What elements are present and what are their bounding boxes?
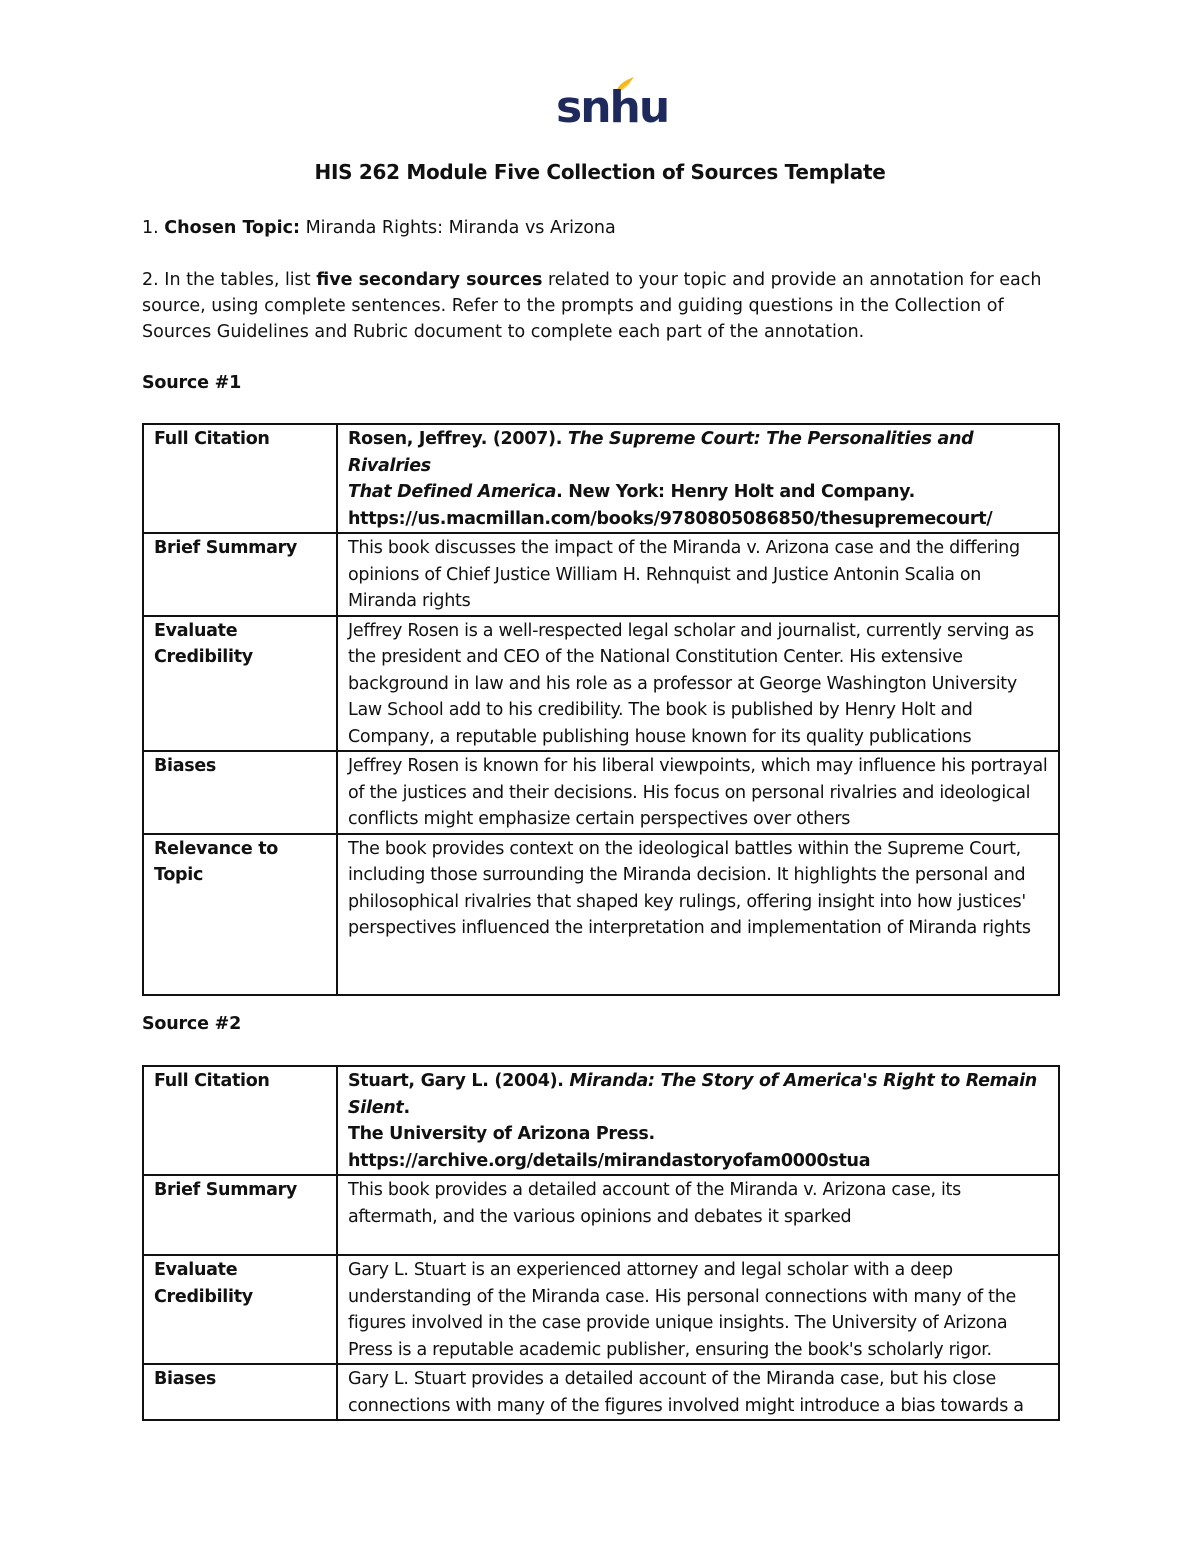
table-row <box>143 1066 1059 1175</box>
table-row <box>143 1364 1059 1420</box>
full-citation-label: Full Citation <box>143 1066 337 1175</box>
instructions-emphasis: five secondary sources <box>316 270 543 290</box>
credibility-value: Jeffrey Rosen is a well-respected legal scholar and journalist, currently serving as the president and CEO of the National Constitution Center. His extensive background in law and his role as a professor at George Washington University Law School add to his credibility. The book is published by Henry Holt and Company, a reputable publishing house known for its quality publications <box>337 616 1059 752</box>
brief-summary-value: This book discusses the impact of the Miranda v. Arizona case and the differing opinions of Chief Justice William H. Rehnquist and Justice Antonin Scalia on Miranda rights <box>337 533 1059 616</box>
biases-label: Biases <box>143 1364 337 1420</box>
logo-text: snhu <box>556 82 669 133</box>
brief-summary-label: Brief Summary <box>143 533 337 616</box>
page-title: HIS 262 Module Five Collection of Sources Template <box>314 160 886 184</box>
relevance-label: Relevance to Topic <box>143 834 337 995</box>
instructions-line-1: 2. In the tables, list five secondary sources related to your topic and provide an annotation for each <box>142 270 1042 290</box>
full-citation-value: Rosen, Jeffrey. (2007). The Supreme Court: The Personalities and Rivalries That Defined America. New York: Henry Holt and Company. https://us.macmillan.com/books/9780805086850/thesupremecourt/ <box>337 424 1059 533</box>
snhu-logo <box>556 74 669 133</box>
source-1-heading: Source #1 <box>142 373 242 393</box>
topic-number: 1. <box>142 218 159 238</box>
table-row <box>143 834 1059 995</box>
credibility-value: Gary L. Stuart is an experienced attorney and legal scholar with a deep understanding of the Miranda case. His personal connections with many of the figures involved in the case provide unique insights. The University of Arizona Press is a reputable academic publisher, ensuring the book's scholarly rigor. <box>337 1255 1059 1364</box>
brief-summary-value: This book provides a detailed account of the Miranda v. Arizona case, its aftermath, and the various opinions and debates it sparked <box>337 1175 1059 1255</box>
table-row <box>143 616 1059 752</box>
table-row <box>143 1255 1059 1364</box>
chosen-topic <box>142 215 1062 241</box>
source-1-table <box>142 423 1060 996</box>
instructions <box>142 267 1062 345</box>
full-citation-value: Stuart, Gary L. (2004). Miranda: The Story of America's Right to Remain Silent. The University of Arizona Press. https://archive.org/details/mirandastoryofam0000stua <box>337 1066 1059 1175</box>
citation-url: https://us.macmillan.com/books/9780805086850/thesupremecourt/ <box>348 508 993 529</box>
evaluate-credibility-label: Evaluate Credibility <box>143 616 337 752</box>
biases-label: Biases <box>143 751 337 834</box>
citation-url: https://archive.org/details/mirandastoryofam0000stua <box>348 1150 871 1171</box>
full-citation-label: Full Citation <box>143 424 337 533</box>
instructions-line-2: source, using complete sentences. Refer to the prompts and guiding questions in the Collection of <box>142 296 1004 316</box>
table-row <box>143 751 1059 834</box>
source-2-heading: Source #2 <box>142 1014 242 1034</box>
biases-value: Jeffrey Rosen is known for his liberal viewpoints, which may influence his portrayal of the justices and their decisions. His focus on personal rivalries and ideological conflicts might emphasize certain perspectives over others <box>337 751 1059 834</box>
brief-summary-label: Brief Summary <box>143 1175 337 1255</box>
table-row <box>143 533 1059 616</box>
topic-value: Miranda Rights: Miranda vs Arizona <box>305 218 616 238</box>
relevance-value: The book provides context on the ideological battles within the Supreme Court, including those surrounding the Miranda decision. It highlights the personal and philosophical rivalries that shaped key rulings, offering insight into how justices' perspectives influenced the interpretation and implementation of Miranda rights <box>337 834 1059 995</box>
table-row <box>143 424 1059 533</box>
source-2-table <box>142 1065 1060 1421</box>
table-row <box>143 1175 1059 1255</box>
evaluate-credibility-label: Evaluate Credibility <box>143 1255 337 1364</box>
instructions-line-3: Sources Guidelines and Rubric document to complete each part of the annotation. <box>142 322 865 342</box>
topic-label: Chosen Topic: <box>164 218 300 238</box>
biases-value: Gary L. Stuart provides a detailed account of the Miranda case, but his close connections with many of the figures involved might introduce a bias towards a <box>337 1364 1059 1420</box>
